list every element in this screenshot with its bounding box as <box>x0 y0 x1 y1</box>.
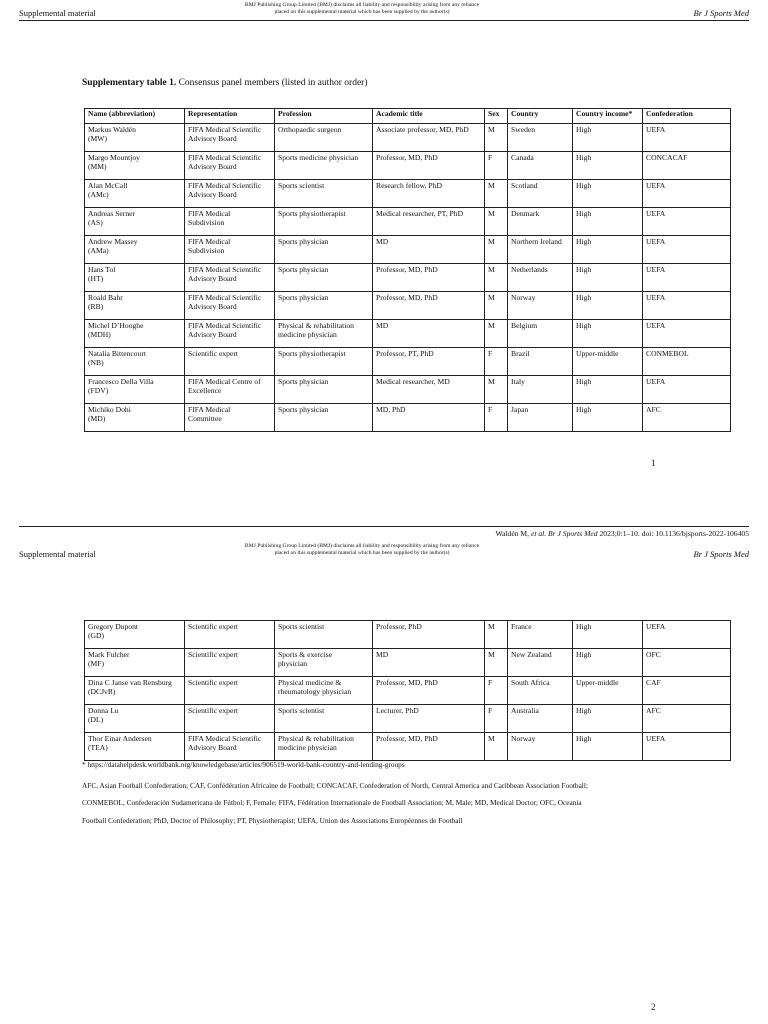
cell-line: Excellence <box>188 386 222 395</box>
cell-academic-title: MD <box>373 649 485 677</box>
cell-profession <box>275 124 373 152</box>
cell-academic-title: Research fellow, PhD <box>373 180 485 208</box>
cell-name <box>85 236 185 264</box>
citation-footer: Waldén M, et al. Br J Sports Med 2023;0:1–10. doi: 10.1136/bjsports-2022-106405 <box>495 529 749 538</box>
cell-country: Brazil <box>508 348 573 376</box>
cell-line: Scientific expert <box>188 349 238 358</box>
cell-academic-title: Professor, MD, PhD <box>373 264 485 292</box>
cell-income: High <box>573 180 643 208</box>
cell-academic-title: MD <box>373 320 485 348</box>
table-row <box>85 677 731 705</box>
cell-profession <box>275 677 373 705</box>
footnote-income: * https://datahelpdesk.worldbank.org/knowledgebase/articles/906519-world-bank-country-and-lending-groups <box>82 760 405 769</box>
cell-line: Scientific expert <box>188 706 238 715</box>
cell-profession <box>275 292 373 320</box>
cell-line: FIFA Medical Scientific <box>188 265 262 274</box>
cell-confederation: UEFA <box>643 376 731 404</box>
cell-line: Andreas Serner <box>88 209 136 218</box>
cell-line: Sports scientist <box>278 706 325 715</box>
cell-line: medicine physician <box>278 743 337 752</box>
cell-line: Subdivision <box>188 246 225 255</box>
cell-line: FIFA Medical Scientific <box>188 734 262 743</box>
table-row <box>85 320 731 348</box>
cell-sex: M <box>485 733 508 761</box>
cell-line: Physical & rehabilitation <box>278 321 354 330</box>
cell-income: High <box>573 705 643 733</box>
cell-line: Francesco Della Villa <box>88 377 154 386</box>
cell-academic-title: Lecturer, PhD <box>373 705 485 733</box>
cell-confederation: CAF <box>643 677 731 705</box>
cell-profession <box>275 236 373 264</box>
cell-country: Australia <box>508 705 573 733</box>
table-row <box>85 292 731 320</box>
cell-line: Advisory Board <box>188 330 237 339</box>
cell-name <box>85 677 185 705</box>
cell-representation <box>185 264 275 292</box>
header-journal: Br J Sports Med <box>693 8 749 18</box>
cell-profession <box>275 376 373 404</box>
cell-representation <box>185 376 275 404</box>
table-header-row <box>85 109 731 124</box>
footer-rule <box>19 526 749 527</box>
cell-academic-title: MD, PhD <box>373 404 485 432</box>
cell-representation <box>185 292 275 320</box>
cell-line: Sports medicine physician <box>278 153 359 162</box>
column-header: Academic title <box>373 109 485 124</box>
cell-line: medicine physician <box>278 330 337 339</box>
table-caption: Supplementary table 1. Consensus panel members (listed in author order) <box>82 78 368 88</box>
cell-name <box>85 180 185 208</box>
cell-profession <box>275 621 373 649</box>
cell-country: Northern Ireland <box>508 236 573 264</box>
column-header: Name (abbreviation) <box>85 109 185 124</box>
cell-academic-title: Medical researcher, PT, PhD <box>373 208 485 236</box>
cell-line: (DCJvR) <box>88 687 116 696</box>
cell-income: High <box>573 404 643 432</box>
cell-representation <box>185 124 275 152</box>
cell-confederation: OFC <box>643 649 731 677</box>
table-row <box>85 705 731 733</box>
cell-line: (GD) <box>88 631 105 640</box>
cell-sex: F <box>485 677 508 705</box>
cell-line: (NB) <box>88 358 104 367</box>
cell-sex: M <box>485 292 508 320</box>
cell-line: Advisory Board <box>188 162 237 171</box>
cell-country: Denmark <box>508 208 573 236</box>
cell-line: (FDV) <box>88 386 109 395</box>
cell-confederation: UEFA <box>643 292 731 320</box>
cell-representation <box>185 152 275 180</box>
cell-sex: F <box>485 404 508 432</box>
cell-name <box>85 404 185 432</box>
cell-line: (MDH) <box>88 330 111 339</box>
cell-line: Scientific expert <box>188 678 238 687</box>
cell-representation <box>185 733 275 761</box>
header-rule <box>19 20 749 21</box>
cell-name <box>85 208 185 236</box>
cell-confederation: CONMEBOL <box>643 348 731 376</box>
cell-line: (MW) <box>88 134 107 143</box>
cell-line: FIFA Medical Scientific <box>188 321 262 330</box>
page-header <box>19 543 749 561</box>
cell-name <box>85 320 185 348</box>
cell-confederation: UEFA <box>643 124 731 152</box>
cell-line: FIFA Medical Scientific <box>188 153 262 162</box>
cell-academic-title: Professor, PhD <box>373 621 485 649</box>
cell-line: Physical medicine & <box>278 678 342 687</box>
cell-name <box>85 621 185 649</box>
cell-line: (AMa) <box>88 246 109 255</box>
cell-academic-title: Professor, MD, PhD <box>373 292 485 320</box>
cell-income: Upper-middle <box>573 677 643 705</box>
cell-profession <box>275 152 373 180</box>
cell-profession <box>275 320 373 348</box>
cell-sex: M <box>485 236 508 264</box>
cell-country: Netherlands <box>508 264 573 292</box>
cell-representation <box>185 236 275 264</box>
cell-line: (AMc) <box>88 190 109 199</box>
cell-profession <box>275 404 373 432</box>
cell-confederation: UEFA <box>643 320 731 348</box>
cell-income: High <box>573 733 643 761</box>
cell-income: High <box>573 376 643 404</box>
cell-representation <box>185 208 275 236</box>
cell-academic-title: Medical researcher, MD <box>373 376 485 404</box>
cell-line: (TEA) <box>88 743 108 752</box>
cell-line: FIFA Medical Scientific <box>188 293 262 302</box>
cell-country: France <box>508 621 573 649</box>
cell-profession <box>275 348 373 376</box>
cell-income: High <box>573 621 643 649</box>
cell-line: Sports physician <box>278 405 329 414</box>
cell-line: Committee <box>188 414 222 423</box>
cell-line: Dina C Janse van Rensburg <box>88 678 172 687</box>
cell-line: Physical & rehabilitation <box>278 734 354 743</box>
cell-name <box>85 152 185 180</box>
cell-line: Andrew Massey <box>88 237 138 246</box>
cell-academic-title: Professor, MD, PhD <box>373 733 485 761</box>
cell-confederation: UEFA <box>643 621 731 649</box>
cell-country: Belgium <box>508 320 573 348</box>
table-row <box>85 124 731 152</box>
cell-confederation: UEFA <box>643 264 731 292</box>
cell-line: (MM) <box>88 162 107 171</box>
cell-line: Margo Mountjoy <box>88 153 140 162</box>
page-number: 1 <box>651 458 656 468</box>
cell-line: (MF) <box>88 659 105 668</box>
cell-line: Orthopaedic surgeon <box>278 125 342 134</box>
cell-income: High <box>573 208 643 236</box>
header-disclaimer: BMJ Publishing Group Limited (BMJ) disclaims all liability and responsibility arising from any reliance placed on this supplemental material which has been supplied by the author(s) <box>244 2 480 15</box>
cell-income: High <box>573 292 643 320</box>
cell-sex: F <box>485 705 508 733</box>
cell-line: Sports physician <box>278 293 329 302</box>
cell-representation <box>185 404 275 432</box>
cell-income: High <box>573 320 643 348</box>
cell-income: High <box>573 152 643 180</box>
cell-line: FIFA Medical <box>188 405 231 414</box>
cell-line: Mark Fulcher <box>88 650 130 659</box>
column-header: Profession <box>275 109 373 124</box>
cell-representation <box>185 677 275 705</box>
cell-line: FIFA Medical <box>188 209 231 218</box>
column-header: Sex <box>485 109 508 124</box>
table-row <box>85 208 731 236</box>
cell-name <box>85 292 185 320</box>
table-row <box>85 649 731 677</box>
cell-confederation: UEFA <box>643 733 731 761</box>
table-row <box>85 404 731 432</box>
cell-sex: M <box>485 320 508 348</box>
cell-line: Markus Waldén <box>88 125 136 134</box>
cell-academic-title: MD <box>373 236 485 264</box>
cell-confederation: UEFA <box>643 208 731 236</box>
cell-country: Canada <box>508 152 573 180</box>
cell-name <box>85 124 185 152</box>
cell-income: High <box>573 649 643 677</box>
cell-sex: M <box>485 621 508 649</box>
table-row <box>85 152 731 180</box>
cell-country: Japan <box>508 404 573 432</box>
cell-line: Sports scientist <box>278 622 325 631</box>
cell-country: Sweden <box>508 124 573 152</box>
cell-country: Norway <box>508 733 573 761</box>
cell-line: Advisory Board <box>188 302 237 311</box>
page-number: 2 <box>651 1002 656 1012</box>
cell-income: Upper-middle <box>573 348 643 376</box>
cell-line: physician <box>278 659 308 668</box>
cell-name <box>85 348 185 376</box>
header-journal: Br J Sports Med <box>693 549 749 559</box>
cell-sex: M <box>485 208 508 236</box>
table-row <box>85 348 731 376</box>
column-header: Representation <box>185 109 275 124</box>
cell-representation <box>185 320 275 348</box>
cell-sex: F <box>485 152 508 180</box>
footnote-abbreviations: AFC, Asian Football Confederation; CAF, Confédération Africaine de Football; CONCACAF, Confederation of North, Central America and Caribbean Association Football; <box>82 781 588 790</box>
cell-academic-title: Professor, PT, PhD <box>373 348 485 376</box>
footnote-abbreviations: CONMEBOL, Confederación Sudamericana de Fútbol; F, Female; FIFA, Fédération Internationale de Football Association; M, Male; MD, Medical Doctor; OFC, Oceania <box>82 798 582 807</box>
cell-representation <box>185 621 275 649</box>
cell-line: Advisory Board <box>188 190 237 199</box>
cell-confederation: UEFA <box>643 236 731 264</box>
column-header: Confederation <box>643 109 731 124</box>
cell-sex: F <box>485 348 508 376</box>
header-disclaimer: BMJ Publishing Group Limited (BMJ) disclaims all liability and responsibility arising from any reliance placed on this supplemental material which has been supplied by the author(s) <box>244 543 480 556</box>
cell-line: FIFA Medical <box>188 237 231 246</box>
cell-representation <box>185 705 275 733</box>
cell-representation <box>185 180 275 208</box>
cell-line: Sports scientist <box>278 181 325 190</box>
cell-line: Scientific expert <box>188 622 238 631</box>
cell-line: Michel D’Hooghe <box>88 321 144 330</box>
cell-line: Donna Lu <box>88 706 119 715</box>
cell-sex: M <box>485 124 508 152</box>
cell-line: Advisory Board <box>188 274 237 283</box>
cell-name <box>85 376 185 404</box>
cell-representation <box>185 649 275 677</box>
cell-country: New Zealand <box>508 649 573 677</box>
cell-country: Norway <box>508 292 573 320</box>
cell-line: (AS) <box>88 218 103 227</box>
cell-sex: M <box>485 264 508 292</box>
cell-line: Gregory Dupont <box>88 622 138 631</box>
cell-profession <box>275 705 373 733</box>
cell-line: Subdivision <box>188 218 225 227</box>
cell-name <box>85 264 185 292</box>
cell-line: Sports physiotherapist <box>278 209 346 218</box>
cell-line: rheumatology physician <box>278 687 352 696</box>
cell-confederation: UEFA <box>643 180 731 208</box>
cell-academic-title: Professor, MD, PhD <box>373 152 485 180</box>
cell-country: Italy <box>508 376 573 404</box>
cell-line: FIFA Medical Centre of <box>188 377 261 386</box>
header-left: Supplemental material <box>19 8 96 18</box>
cell-academic-title: Associate professor, MD, PhD <box>373 124 485 152</box>
cell-profession <box>275 208 373 236</box>
header-left: Supplemental material <box>19 549 96 559</box>
cell-line: (RB) <box>88 302 104 311</box>
cell-profession <box>275 264 373 292</box>
cell-line: FIFA Medical Scientific <box>188 181 262 190</box>
footnote-abbreviations: Football Confederation; PhD, Doctor of Philosophy; PT, Physiotherapist; UEFA, Union des Associations Européennes de Football <box>82 816 463 825</box>
cell-line: Sports & exercise <box>278 650 332 659</box>
table-row <box>85 376 731 404</box>
cell-line: Natalia Bittencourt <box>88 349 146 358</box>
table-row <box>85 264 731 292</box>
cell-line: Alan McCall <box>88 181 128 190</box>
cell-country: South Africa <box>508 677 573 705</box>
table-row <box>85 733 731 761</box>
column-header: Country <box>508 109 573 124</box>
cell-confederation: CONCACAF <box>643 152 731 180</box>
column-header: Country income* <box>573 109 643 124</box>
table-row <box>85 236 731 264</box>
table-row <box>85 621 731 649</box>
cell-line: (HT) <box>88 274 104 283</box>
cell-income: High <box>573 124 643 152</box>
cell-line: Hans Tol <box>88 265 116 274</box>
cell-sex: M <box>485 376 508 404</box>
cell-name <box>85 733 185 761</box>
cell-line: Advisory Board <box>188 134 237 143</box>
cell-line: (DL) <box>88 715 104 724</box>
cell-line: FIFA Medical Scientific <box>188 125 262 134</box>
cell-income: High <box>573 236 643 264</box>
cell-representation <box>185 348 275 376</box>
cell-line: Thor Einar Andersen <box>88 734 152 743</box>
cell-name <box>85 705 185 733</box>
cell-line: Sports physician <box>278 265 329 274</box>
cell-profession <box>275 180 373 208</box>
cell-name <box>85 649 185 677</box>
cell-confederation: AFC <box>643 705 731 733</box>
cell-line: (MD) <box>88 414 106 423</box>
cell-country: Scotland <box>508 180 573 208</box>
cell-line: Sports physician <box>278 377 329 386</box>
cell-line: Scientific expert <box>188 650 238 659</box>
cell-confederation: AFC <box>643 404 731 432</box>
cell-profession <box>275 733 373 761</box>
cell-sex: M <box>485 180 508 208</box>
cell-line: Roald Bahr <box>88 293 123 302</box>
panel-table-page1 <box>84 108 731 432</box>
cell-line: Sports physician <box>278 237 329 246</box>
cell-line: Advisory Board <box>188 743 237 752</box>
cell-income: High <box>573 264 643 292</box>
page-header <box>19 2 749 20</box>
cell-profession <box>275 649 373 677</box>
cell-line: Sports physiotherapist <box>278 349 346 358</box>
table-row <box>85 180 731 208</box>
cell-line: Michiko Dohi <box>88 405 131 414</box>
cell-academic-title: Professor, MD, PhD <box>373 677 485 705</box>
panel-table-page2 <box>84 620 731 761</box>
cell-sex: M <box>485 649 508 677</box>
